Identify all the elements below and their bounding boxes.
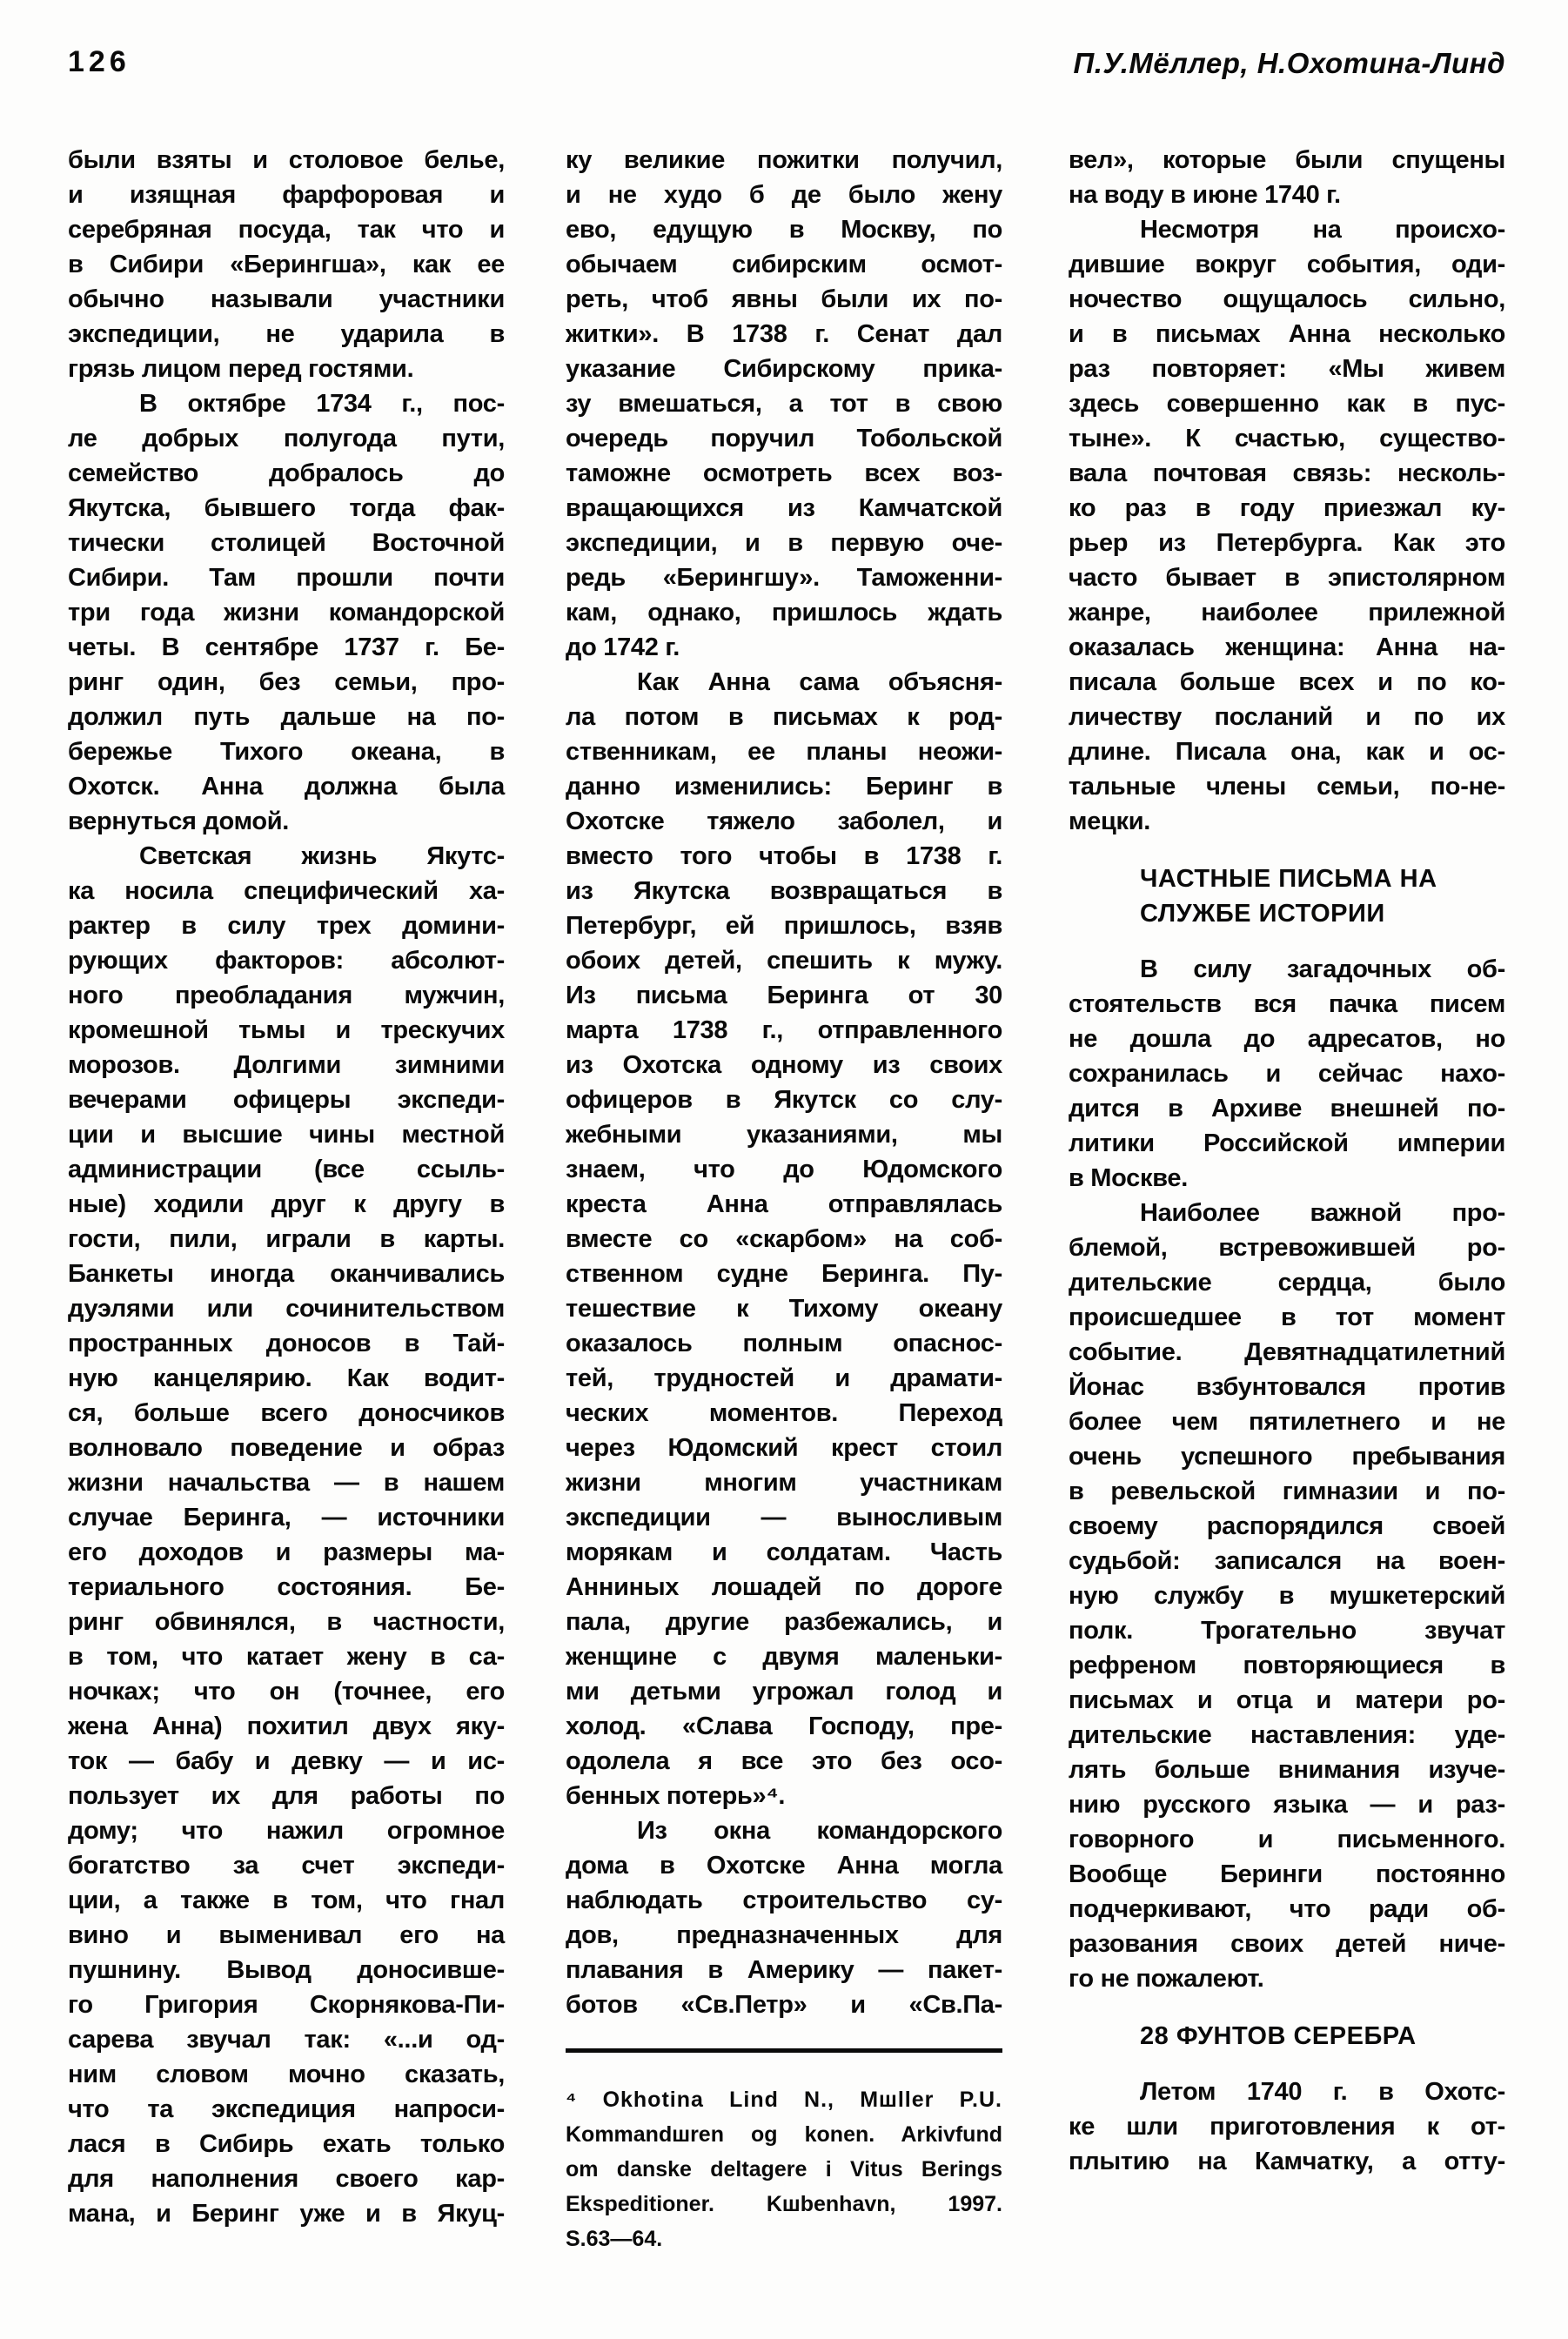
text-line: Светская жизнь Якутс- (139, 842, 505, 870)
text-line: ко раз в году приезжал ку- (1069, 494, 1505, 522)
text-line: ного преобладания мужчин, (68, 982, 505, 1009)
text-line: ции, а также в том, что гнал (68, 1887, 505, 1914)
text-line: Вообще Беринги постоянно (1069, 1860, 1505, 1888)
text-line: письмах и отца и матери ро- (1069, 1686, 1505, 1714)
text-line: рьер из Петербурга. Как это (1069, 529, 1505, 557)
paragraph (566, 1813, 1002, 2022)
text-line: морякам и солдатам. Часть (566, 1538, 1002, 1566)
section-heading (1069, 861, 1505, 931)
paragraph (566, 143, 1002, 665)
text-line: часто бывает в эпистолярном (1069, 564, 1505, 592)
text-line: лася в Сибирь ехать только (68, 2130, 505, 2158)
text-line: го Григория Скорнякова-Пи- (68, 1991, 505, 2019)
text-column-1 (68, 143, 505, 2231)
text-line: редь «Берингшу». Таможенни- (566, 564, 1002, 592)
text-line: на воду в июне 1740 г. (1069, 181, 1341, 209)
text-line: вино и выменивал его на (68, 1921, 505, 1949)
text-line: плавания в Америку — пакет- (566, 1956, 1002, 1984)
text-line: дительские сердца, было (1069, 1269, 1505, 1297)
text-line: оказалась женщина: Анна на- (1069, 633, 1505, 661)
text-line: до 1742 г. (566, 633, 680, 661)
text-line: Из окна командорского (637, 1817, 1002, 1845)
text-line: дов, предназначенных для (566, 1921, 1002, 1949)
text-line: жебными указаниями, мы (566, 1121, 1002, 1149)
text-line: мецки. (1069, 808, 1151, 835)
text-line: ево, едущую в Москву, по (566, 216, 1002, 244)
text-line: марта 1738 г., отправленного (566, 1016, 1002, 1044)
text-line: должил путь дальше на по- (68, 703, 505, 731)
text-line: наблюдать строительство су- (566, 1887, 1002, 1914)
text-line: что та экспедиция напроси- (68, 2095, 505, 2123)
text-line: морозов. Долгими зимними (68, 1051, 505, 1079)
paragraph (1069, 212, 1505, 839)
text-line: вала почтовая связь: несколь- (1069, 459, 1505, 487)
text-line: дительские наставления: уде- (1069, 1721, 1505, 1749)
paragraph (68, 386, 505, 839)
heading-line: ЧАСТНЫЕ ПИСЬМА НА (1140, 865, 1437, 893)
text-line: в Москве. (1069, 1164, 1188, 1192)
text-line: стоятельств вся пачка писем (1069, 990, 1505, 1018)
text-line: дому; что нажил огромное (68, 1817, 505, 1845)
text-line: через Юдомский крест стоил (566, 1434, 1002, 1462)
text-line: дуэлями или сочинительством (68, 1295, 505, 1323)
text-line: в Сибири «Берингша», как ее (68, 251, 505, 278)
text-line: тей, трудностей и драмати- (566, 1364, 1002, 1392)
text-line: ственникам, ее планы неожи- (566, 738, 1002, 766)
text-line: блемой, встревожившей ро- (1069, 1234, 1505, 1262)
text-line: тыне». К счастью, существо- (1069, 425, 1505, 452)
text-line: очередь поручил Тобольской (566, 425, 1002, 452)
text-line: его доходов и размеры ма- (68, 1538, 505, 1566)
text-line: вместо того чтобы в 1738 г. (566, 842, 1002, 870)
paragraph (1069, 952, 1505, 1196)
text-line: событие. Девятнадцатилетний (1069, 1338, 1505, 1366)
text-line: обоих детей, спешить к мужу. (566, 947, 1002, 975)
text-line: Анниных лошадей по дороге (566, 1573, 1002, 1601)
text-line: из Охотска одному из своих (566, 1051, 1002, 1079)
text-column-3 (1069, 143, 1505, 2179)
text-line: и изящная фарфоровая и (68, 181, 505, 209)
text-line: ческих моментов. Переход (566, 1399, 1002, 1427)
text-line: экспедиции — выносливым (566, 1504, 1002, 1531)
text-line: ную службу в мушкетерский (1069, 1582, 1505, 1610)
text-line: жизни начальства — в нашем (68, 1469, 505, 1497)
text-line: Летом 1740 г. в Охотс- (1140, 2078, 1505, 2106)
text-line: жизни многим участникам (566, 1469, 1002, 1497)
text-line: своему распорядился своей (1069, 1512, 1505, 1540)
footnote-rule (566, 2048, 1002, 2053)
text-line: грязь лицом перед гостями. (68, 355, 414, 383)
text-line: тальные члены семьи, по-не- (1069, 773, 1505, 801)
paragraph (1069, 1196, 1505, 1996)
page-number: 126 (68, 45, 131, 78)
paragraph (68, 143, 505, 386)
text-line: го не пожалеют. (1069, 1965, 1264, 1993)
text-line: ные) ходили друг к другу в (68, 1190, 505, 1218)
text-line: дившие вокруг события, оди- (1069, 251, 1505, 278)
text-line: офицеров в Якутск со слу- (566, 1086, 1002, 1114)
text-line: в том, что катает жену в са- (68, 1643, 505, 1671)
text-line: разования своих детей ниче- (1069, 1930, 1505, 1958)
text-line: случае Беринга, — источники (68, 1504, 505, 1531)
text-line: Охотск. Анна должна была (68, 773, 505, 801)
text-line: Несмотря на происхо- (1140, 216, 1505, 244)
footnote-line: ⁴ Okhotina Lind N., Mшller P.U. (566, 2088, 1002, 2112)
text-line: ринг один, без семьи, про- (68, 668, 505, 696)
text-line: указание Сибирскому прика- (566, 355, 1002, 383)
text-line: Сибири. Там прошли почти (68, 564, 505, 592)
text-line: реть, чтоб явны были их по- (566, 285, 1002, 313)
text-line: холод. «Слава Господу, пре- (566, 1712, 1002, 1740)
footnote (566, 2082, 1002, 2256)
text-line: ринг обвинялся, в частности, (68, 1608, 505, 1636)
text-line: знаем, что до Юдомского (566, 1156, 1002, 1183)
footnote-line: Kommandшren og konen. Arkivfund (566, 2122, 1002, 2147)
text-line: четы. В сентябре 1737 г. Бе- (68, 633, 505, 661)
text-line: экспедиции, не ударила в (68, 320, 505, 348)
text-line: были взяты и столовое белье, (68, 146, 505, 174)
text-line: ции и высшие чины местной (68, 1121, 505, 1149)
text-line: Банкеты иногда оканчивались (68, 1260, 505, 1288)
text-line: Наиболее важной про- (1140, 1199, 1505, 1227)
text-line: Как Анна сама объясня- (637, 668, 1002, 696)
text-line: ле добрых полугода пути, (68, 425, 505, 452)
text-line: Охотске тяжело заболел, и (566, 808, 1002, 835)
text-line: говорного и письменного. (1069, 1826, 1505, 1853)
text-line: ток — бабу и девку — и ис- (68, 1747, 505, 1775)
text-line: длине. Писала она, как и ос- (1069, 738, 1505, 766)
text-line: судьбой: записался на воен- (1069, 1547, 1505, 1575)
footnote-line: om danske deltagere i Vitus Berings (566, 2157, 1002, 2182)
text-line: богатство за счет экспеди- (68, 1852, 505, 1880)
text-line: жена Анна) похитил двух яку- (68, 1712, 505, 1740)
text-line: Йонас взбунтовался против (1069, 1373, 1505, 1401)
footnote-line: S.63—64. (566, 2227, 663, 2251)
text-line: ка носила специфический ха- (68, 877, 505, 905)
text-line: таможне осмотреть всех воз- (566, 459, 1002, 487)
text-line: дится в Архиве внешней по- (1069, 1095, 1505, 1123)
text-line: сохранилась и сейчас нахо- (1069, 1060, 1505, 1088)
text-line: ботов «Св.Петр» и «Св.Па- (566, 1991, 1002, 2019)
text-line: В силу загадочных об- (1140, 955, 1505, 983)
text-line: пушнину. Вывод доносивше- (68, 1956, 505, 1984)
text-line: полк. Трогательно звучат (1069, 1617, 1505, 1645)
text-line: три года жизни командорской (68, 599, 505, 627)
heading-line: СЛУЖБЕ ИСТОРИИ (1140, 900, 1385, 928)
text-line: ночках; что он (точнее, его (68, 1678, 505, 1706)
text-line: дома в Охотске Анна могла (566, 1852, 1002, 1880)
text-line: житки». В 1738 г. Сенат дал (566, 320, 1002, 348)
text-line: рефреном повторяющиеся в (1069, 1652, 1505, 1679)
heading-line: 28 ФУНТОВ СЕРЕБРА (1140, 2022, 1417, 2050)
paragraph (566, 665, 1002, 1813)
text-line: ку великие пожитки получил, (566, 146, 1002, 174)
text-line: обычно называли участники (68, 285, 505, 313)
text-line: Петербург, ей пришлось, взяв (566, 912, 1002, 940)
text-line: из Якутска возвращаться в (566, 877, 1002, 905)
text-line: ми детьми угрожал голод и (566, 1678, 1002, 1706)
text-line: Из письма Беринга от 30 (566, 982, 1002, 1009)
text-line: и в письмах Анна несколько (1069, 320, 1505, 348)
section-heading (1069, 2019, 1505, 2054)
text-line: администрации (все ссыль- (68, 1156, 505, 1183)
text-line: и не худо б де было жену (566, 181, 1002, 209)
text-line: вернуться домой. (68, 808, 290, 835)
text-line: тически столицей Восточной (68, 529, 505, 557)
text-line: оказалось полным опаснос- (566, 1330, 1002, 1357)
text-line: вечерами офицеры экспеди- (68, 1086, 505, 1114)
text-line: семейство добралось до (68, 459, 505, 487)
running-head: П.У.Мёллер, Н.Охотина-Линд (1073, 47, 1505, 79)
text-line: вместе со «скарбом» на соб- (566, 1225, 1002, 1253)
text-line: подчеркивают, что ради об- (1069, 1895, 1505, 1923)
text-line: данно изменились: Беринг в (566, 773, 1002, 801)
text-line: серебряная посуда, так что и (68, 216, 505, 244)
text-line: лять больше внимания изуче- (1069, 1756, 1505, 1784)
text-line: зу вмешаться, а тот в свою (566, 390, 1002, 418)
text-line: ную канцелярию. Как водит- (68, 1364, 505, 1392)
text-line: ся, больше всего доносчиков (68, 1399, 505, 1427)
text-line: пользует их для работы по (68, 1782, 505, 1810)
text-line: Якутска, бывшего тогда фак- (68, 494, 505, 522)
text-line: одолела я все это без осо- (566, 1747, 1002, 1775)
text-line: ночество ощущалось сильно, (1069, 285, 1505, 313)
paragraph (68, 839, 505, 2231)
text-line: жанре, наиболее прилежной (1069, 599, 1505, 627)
text-line: пала, другие разбежались, и (566, 1608, 1002, 1636)
text-column-2 (566, 143, 1002, 2256)
text-line: волновало поведение и образ (68, 1434, 505, 1462)
text-line: кам, однако, пришлось ждать (566, 599, 1002, 627)
text-line: нию русского языка — и раз- (1069, 1791, 1505, 1819)
text-line: плытию на Камчатку, а отту- (1069, 2148, 1505, 2175)
text-line: раз повторяет: «Мы живем (1069, 355, 1505, 383)
text-line: ла потом в письмах к род- (566, 703, 1002, 731)
text-line: происшедшее в тот момент (1069, 1304, 1505, 1331)
text-line: обычаем сибирским осмот- (566, 251, 1002, 278)
text-line: рующих факторов: абсолют- (68, 947, 505, 975)
text-line: кромешной тьмы и трескучих (68, 1016, 505, 1044)
text-line: ним словом мочно сказать, (68, 2061, 505, 2088)
text-line: бенных потерь»⁴. (566, 1782, 786, 1810)
text-line: бережье Тихого океана, в (68, 738, 505, 766)
text-line: рактер в силу трех домини- (68, 912, 505, 940)
text-line: вел», которые были спущены (1069, 146, 1505, 174)
text-line: сарева звучал так: «...и од- (68, 2026, 505, 2054)
text-line: экспедиции, и в первую оче- (566, 529, 1002, 557)
text-line: мана, и Беринг уже и в Якуц- (68, 2200, 505, 2228)
text-line: женщине с двумя маленьки- (566, 1643, 1002, 1671)
text-line: ственном судне Беринга. Пу- (566, 1260, 1002, 1288)
text-line: креста Анна отправлялась (566, 1190, 1002, 1218)
paragraph (1069, 2074, 1505, 2179)
text-line: вращающихся из Камчатской (566, 494, 1002, 522)
footnote-line: Ekspeditioner. Kшbenhavn, 1997. (566, 2192, 1002, 2216)
text-line: для наполнения своего кар- (68, 2165, 505, 2193)
text-line: гости, пили, играли в карты. (68, 1225, 505, 1253)
text-line: пространных доносов в Тай- (68, 1330, 505, 1357)
text-line: в ревельской гимназии и по- (1069, 1478, 1505, 1505)
text-line: не дошла до адресатов, но (1069, 1025, 1505, 1053)
text-line: здесь совершенно как в пус- (1069, 390, 1505, 418)
text-line: териального состояния. Бе- (68, 1573, 505, 1601)
text-line: очень успешного пребывания (1069, 1443, 1505, 1471)
text-line: более чем пятилетнего и не (1069, 1408, 1505, 1436)
text-line: литики Российской империи (1069, 1129, 1505, 1157)
text-line: ке шли приготовления к от- (1069, 2113, 1505, 2141)
text-line: В октябре 1734 г., пос- (139, 390, 505, 418)
text-line: тешествие к Тихому океану (566, 1295, 1002, 1323)
paragraph (1069, 143, 1505, 212)
text-line: писала больше всех и по ко- (1069, 668, 1505, 696)
text-line: личеству посланий и по их (1069, 703, 1505, 731)
